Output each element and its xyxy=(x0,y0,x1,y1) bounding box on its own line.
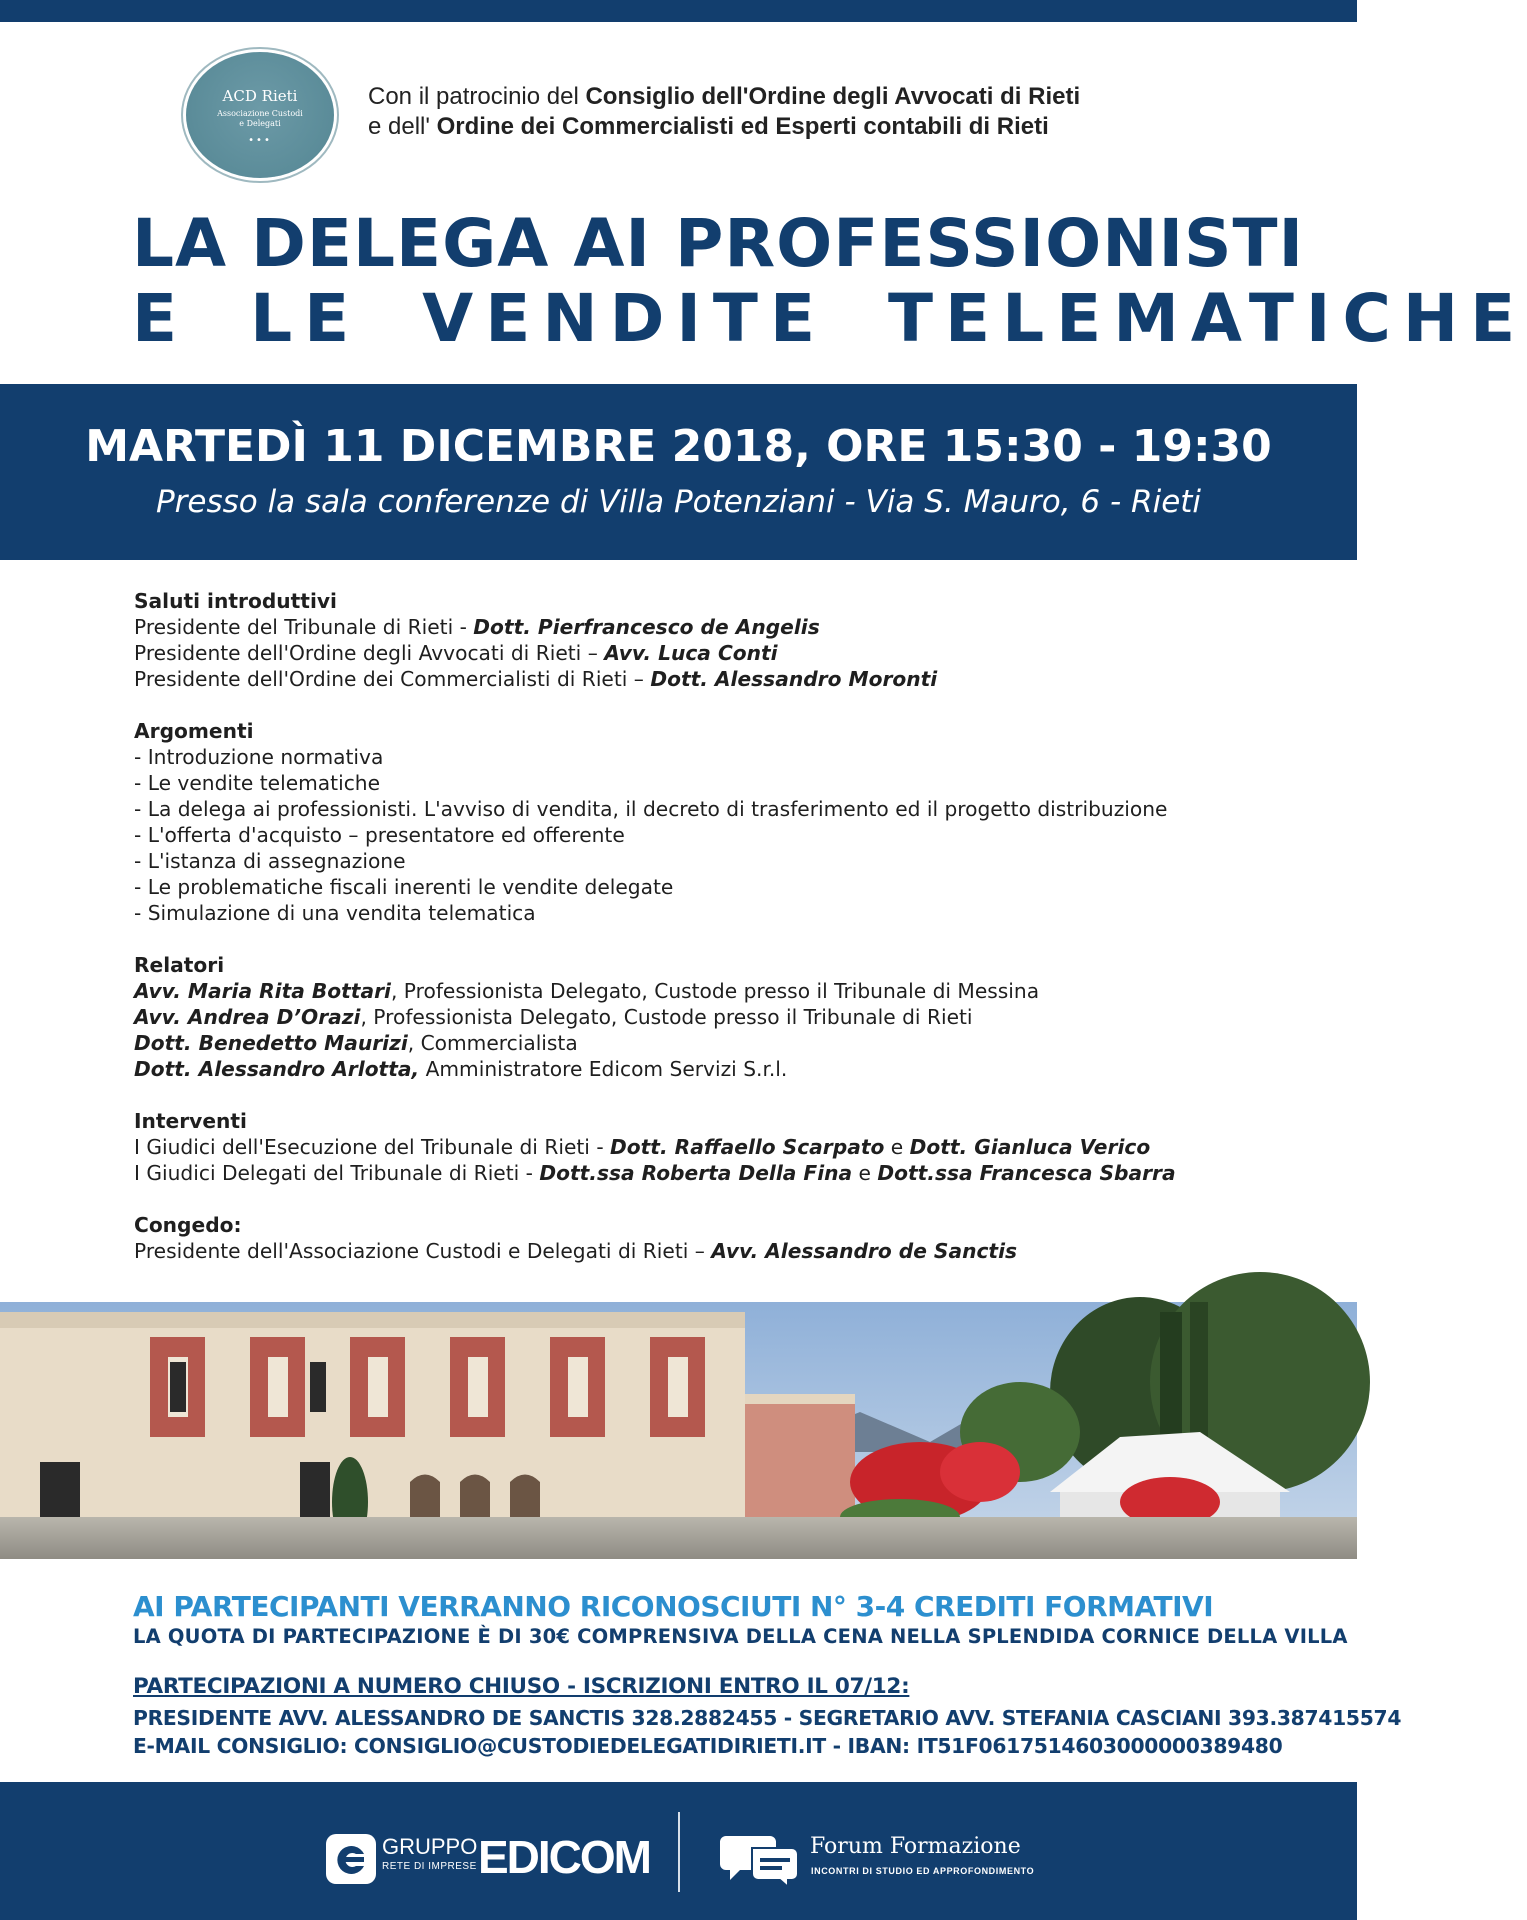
section-heading: Saluti introduttivi xyxy=(134,589,337,613)
edicom-label: EDICOM xyxy=(478,1831,650,1883)
intervention-joiner: e xyxy=(852,1161,878,1185)
speaker-name: Dott. Benedetto Maurizi xyxy=(134,1031,408,1055)
speaker-name: Dott. Alessandro Arlotta, xyxy=(134,1057,420,1081)
footer xyxy=(0,1782,1357,1920)
topic-item: - L'offerta d'acquisto – presentatore ed offerente xyxy=(134,823,625,847)
title-line-1: LA DELEGA AI PROFESSIONISTI xyxy=(132,205,1305,282)
event-band xyxy=(0,384,1357,560)
section-heading: Argomenti xyxy=(134,719,254,743)
topic-item: - Introduzione normativa xyxy=(134,745,384,769)
farewell-text: Presidente dell'Associazione Custodi e Delegati di Rieti – xyxy=(134,1239,712,1263)
section-heading: Relatori xyxy=(134,953,225,977)
section-topics xyxy=(134,718,1334,926)
section-speakers xyxy=(134,952,1334,1082)
section-farewell xyxy=(134,1212,1334,1264)
farewell-name: Avv. Alessandro de Sanctis xyxy=(711,1239,1018,1263)
greeting-name: Dott. Pierfrancesco de Angelis xyxy=(473,615,820,639)
closed-registration: PARTECIPAZIONI A NUMERO CHIUSO - ISCRIZIONI ENTRO IL 07/12: xyxy=(133,1674,910,1699)
intervention-line xyxy=(134,1160,1334,1186)
email-iban: E-MAIL CONSIGLIO: CONSIGLIO@CUSTODIEDELEGATIDIRIETI.IT - IBAN: IT51F0617514603000000389480 xyxy=(133,1734,1283,1758)
greeting-line xyxy=(134,614,1334,640)
villa-photo xyxy=(0,1302,1357,1559)
logo-dots: ••• xyxy=(248,135,272,146)
rete-label: RETE DI IMPRESE xyxy=(382,1861,477,1872)
forum-formazione-label: Forum Formazione xyxy=(810,1834,1021,1859)
patronage-prefix-2: e dell' xyxy=(368,113,437,140)
fee-notice: LA QUOTA DI PARTECIPAZIONE È DI 30€ COMPRENSIVA DELLA CENA NELLA SPLENDIDA CORNICE DELLA VILLA xyxy=(133,1625,1348,1648)
patronage-text xyxy=(368,82,1308,142)
logo-subtitle: Associazione Custodi e Delegati xyxy=(217,109,303,128)
greeting-name: Avv. Luca Conti xyxy=(604,641,778,665)
speaker-name: Avv. Maria Rita Bottari xyxy=(134,979,391,1003)
contacts: PRESIDENTE AVV. ALESSANDRO DE SANCTIS 328.2882455 - SEGRETARIO AVV. STEFANIA CASCIANI 393.387415574 xyxy=(133,1706,1402,1730)
topic-item: - L'istanza di assegnazione xyxy=(134,849,406,873)
topic-item: - La delega ai professionisti. L'avviso di vendita, il decreto di trasferimento ed il progetto distribuzione xyxy=(134,797,1168,821)
title-line-2: E LE VENDITE TELEMATICHE xyxy=(132,280,1527,357)
intervention-name: Dott. Raffaello Scarpato xyxy=(610,1135,885,1159)
greeting-text: Presidente del Tribunale di Rieti - xyxy=(134,615,474,639)
topic-item: - Simulazione di una vendita telematica xyxy=(134,901,536,925)
villa-illustration xyxy=(0,1302,1357,1559)
event-venue: Presso la sala conferenze di Villa Potenziani - Via S. Mauro, 6 - Rieti xyxy=(155,484,1202,520)
speaker-line xyxy=(134,978,1334,1004)
topic-item: - Le problematiche fiscali inerenti le vendite delegate xyxy=(134,875,674,899)
intervention-line xyxy=(134,1134,1334,1160)
patronage-prefix-1: Con il patrocinio del xyxy=(368,83,586,110)
footer-divider xyxy=(678,1812,680,1892)
greeting-line xyxy=(134,640,1334,666)
greeting-text: Presidente dell'Ordine degli Avvocati di Rieti – xyxy=(134,641,605,665)
intervention-text: I Giudici Delegati del Tribunale di Rieti - xyxy=(134,1161,540,1185)
section-interventions xyxy=(134,1108,1334,1186)
intervention-joiner: e xyxy=(884,1135,910,1159)
greeting-name: Dott. Alessandro Moronti xyxy=(650,667,938,691)
section-heading: Congedo: xyxy=(134,1213,242,1237)
edicom-e-icon xyxy=(326,1834,376,1884)
intervention-name: Dott. Gianluca Verico xyxy=(909,1135,1151,1159)
forum-formazione-icon xyxy=(716,1830,802,1888)
speaker-name: Avv. Andrea D’Orazi xyxy=(134,1005,361,1029)
patronage-bold-1: Consiglio dell'Ordine degli Avvocati di Rieti xyxy=(585,83,1081,110)
intervention-name: Dott.ssa Francesca Sbarra xyxy=(877,1161,1176,1185)
greeting-text: Presidente dell'Ordine dei Commercialisti di Rieti – xyxy=(134,667,651,691)
speaker-role: , Commercialista xyxy=(407,1031,578,1055)
speaker-line xyxy=(134,1056,1334,1082)
speaker-role: , Professionista Delegato, Custode presso il Tribunale di Rieti xyxy=(360,1005,973,1029)
event-date-time: MARTEDÌ 11 DICEMBRE 2018, ORE 15:30 - 19:30 xyxy=(85,421,1272,472)
gruppo-label: GRUPPO xyxy=(382,1834,478,1859)
program xyxy=(134,588,1334,1290)
speaker-line xyxy=(134,1004,1334,1030)
forum-subtitle: INCONTRI DI STUDIO ED APPROFONDIMENTO xyxy=(811,1866,1035,1876)
section-heading: Interventi xyxy=(134,1109,247,1133)
speaker-role: , Professionista Delegato, Custode presso il Tribunale di Messina xyxy=(390,979,1040,1003)
speaker-line xyxy=(134,1030,1334,1056)
acd-rieti-logo xyxy=(186,52,334,178)
patronage-bold-2: Ordine dei Commercialisti ed Esperti contabili di Rieti xyxy=(436,113,1049,140)
intervention-text: I Giudici dell'Esecuzione del Tribunale di Rieti - xyxy=(134,1135,611,1159)
farewell-line xyxy=(134,1238,1334,1264)
section-greetings xyxy=(134,588,1334,692)
top-bar xyxy=(0,0,1357,22)
intervention-name: Dott.ssa Roberta Della Fina xyxy=(539,1161,853,1185)
greeting-line xyxy=(134,666,1334,692)
speaker-role: Amministratore Edicom Servizi S.r.l. xyxy=(419,1057,788,1081)
logo-title: ACD Rieti xyxy=(222,87,298,105)
topic-item: - Le vendite telematiche xyxy=(134,771,381,795)
credits-notice: AI PARTECIPANTI VERRANNO RICONOSCIUTI N° 3-4 CREDITI FORMATIVI xyxy=(133,1590,1214,1623)
